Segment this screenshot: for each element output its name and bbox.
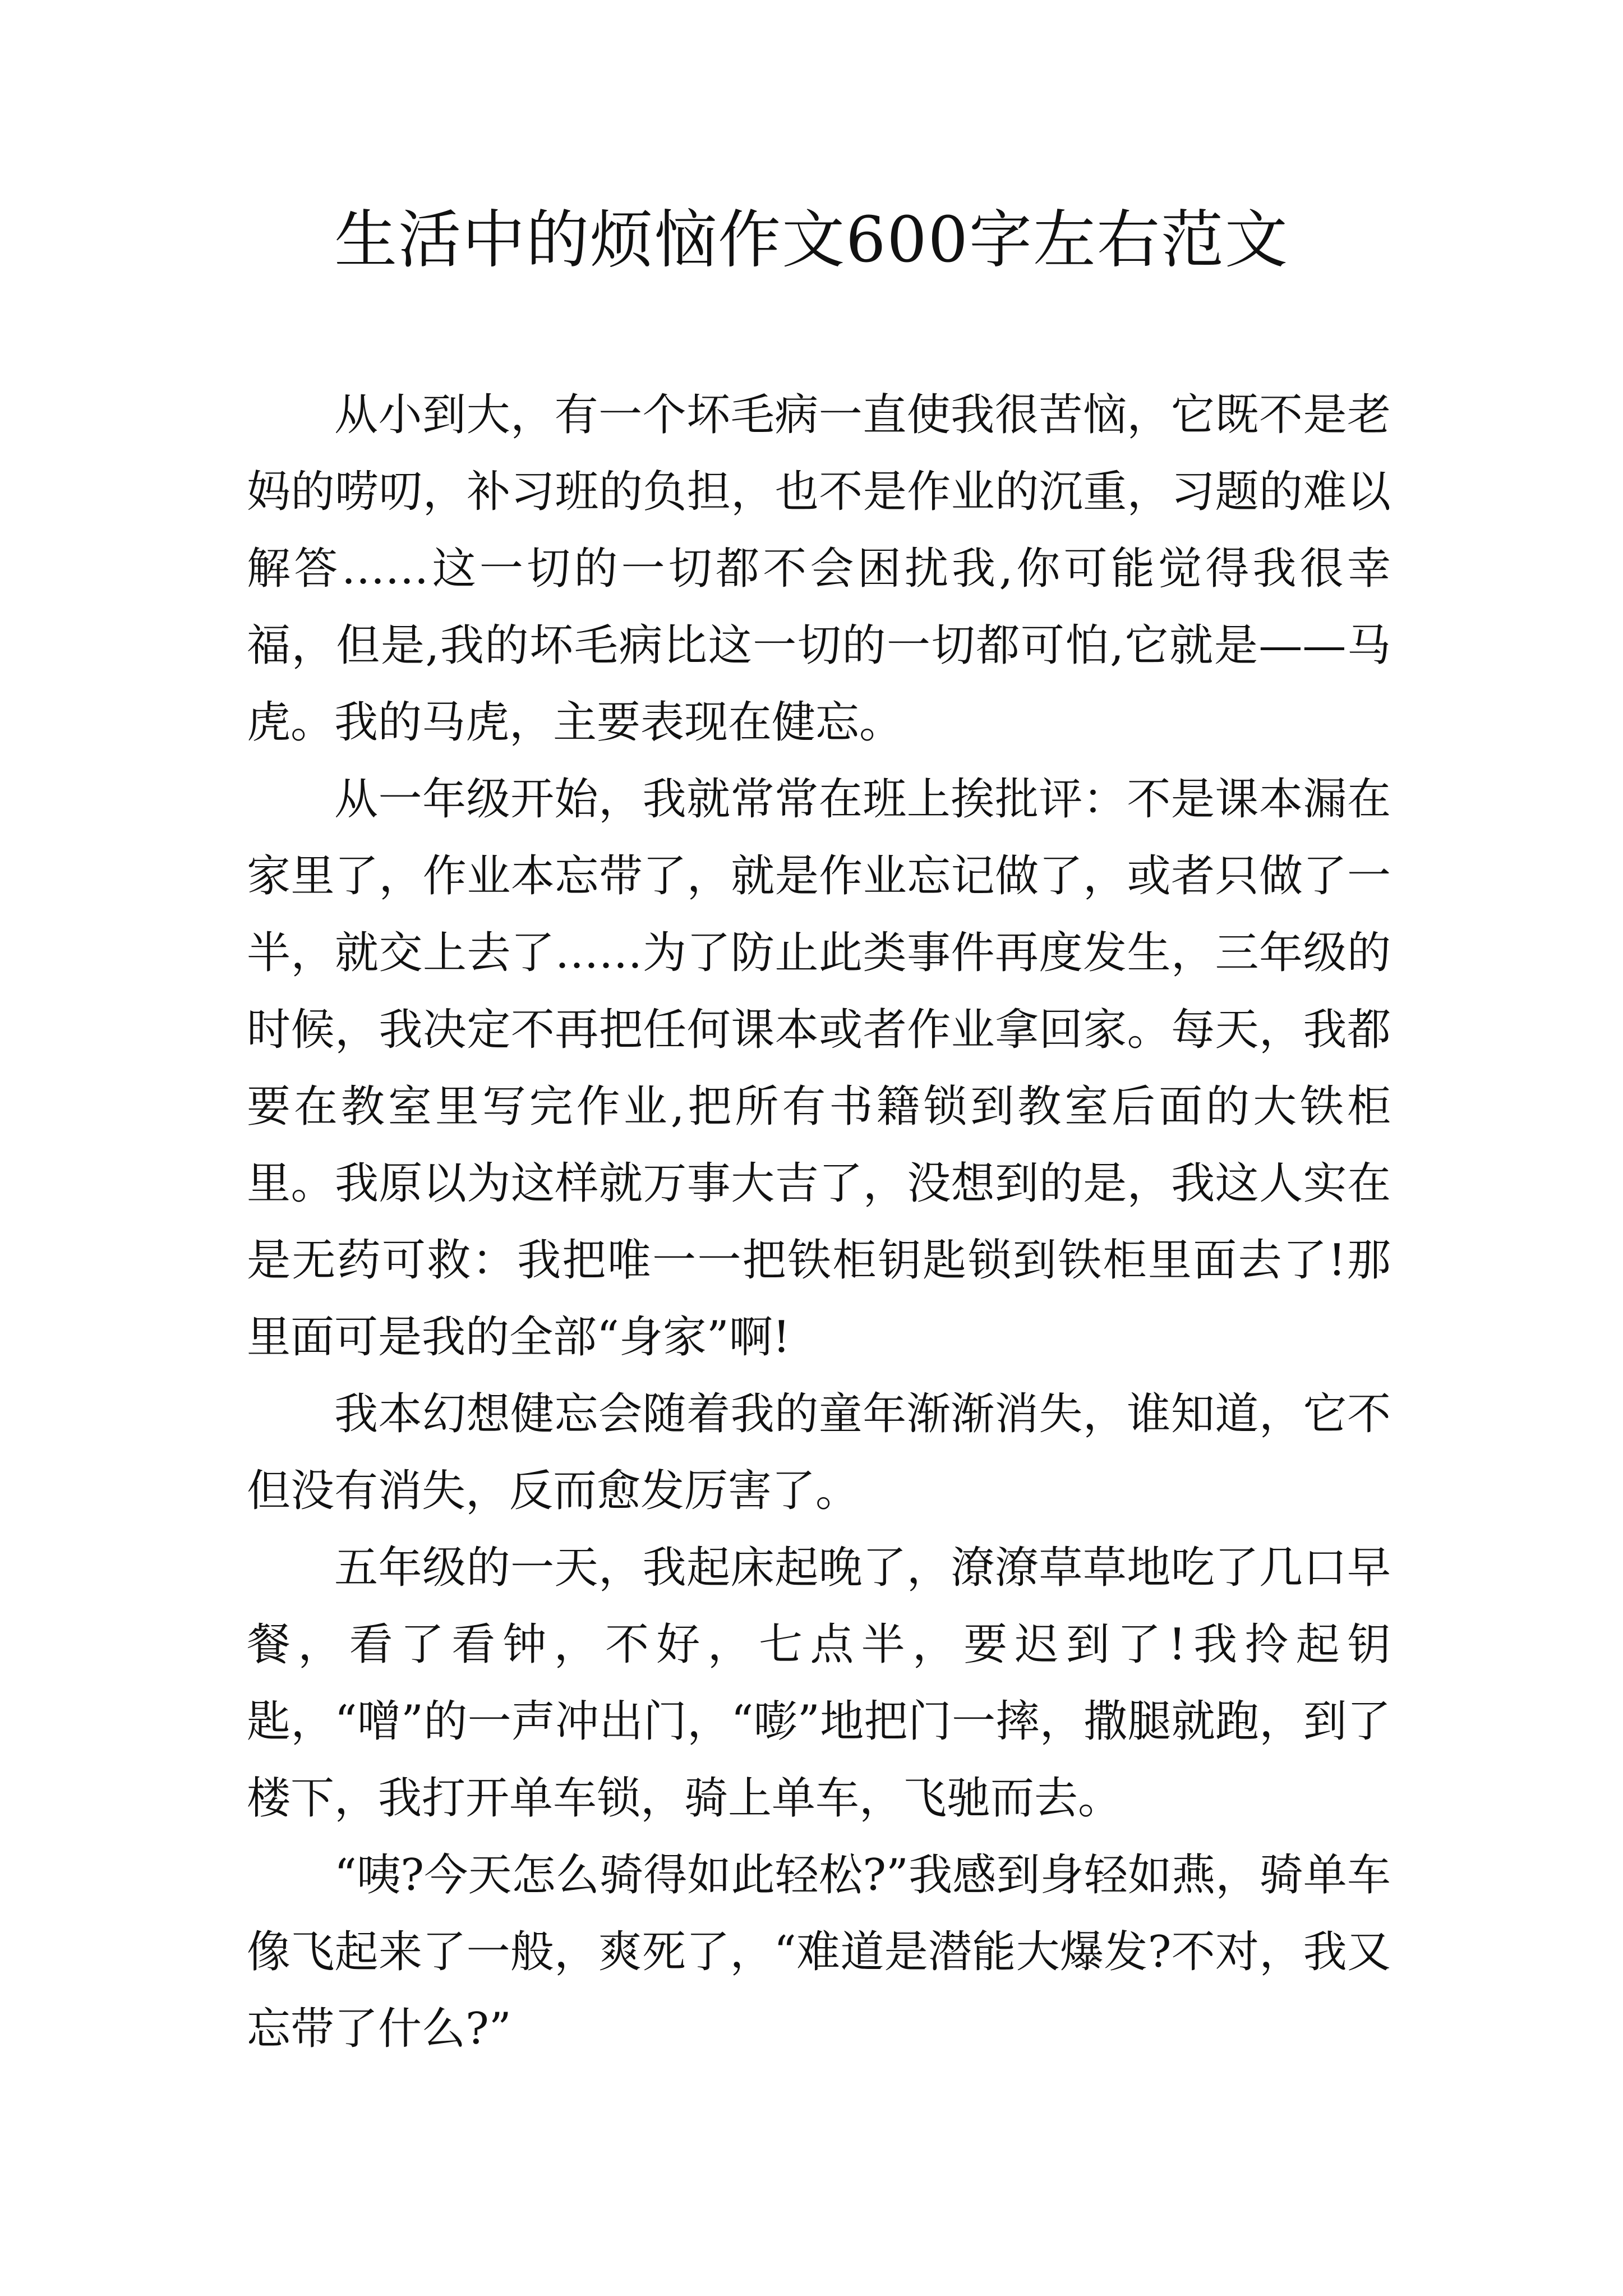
paragraph-3: 我本幻想健忘会随着我的童年渐渐消失，谁知道，它不但没有消失，反而愈发厉害了。 xyxy=(247,1389,1391,1516)
document-body xyxy=(247,377,1391,2068)
paragraph-1: 从小到大，有一个坏毛病一直使我很苦恼，它既不是老妈的唠叨，补习班的负担，也不是作业的沉重，习题的难以解答……这一切的一切都不会困扰我,你可能觉得我很幸福，但是,我的坏毛病比这一切的一切都可怕,它就是——马虎。我的马虎，主要表现在健忘。 xyxy=(247,390,1391,748)
paragraph-2: 从一年级开始，我就常常在班上挨批评：不是课本漏在家里了，作业本忘带了，就是作业忘记做了，或者只做了一半，就交上去了……为了防止此类事件再度发生，三年级的时候，我决定不再把任何课本或者作业拿回家。每天，我都要在教室里写完作业,把所有书籍锁到教室后面的大铁柜里。我原以为这样就万事大吉了，没想到的是，我这人实在是无药可救：我把唯一一把铁柜钥匙锁到铁柜里面去了!那里面可是我的全部“身家”啊! xyxy=(247,774,1391,1363)
paragraph-5: “咦?今天怎么骑得如此轻松?”我感到身轻如燕，骑单车像飞起来了一般，爽死了，“难道是潜能大爆发?不对，我又忘带了什么?” xyxy=(247,1850,1391,2054)
paragraph-4: 五年级的一天，我起床起晚了，潦潦草草地吃了几口早餐，看了看钟，不好，七点半，要迟到了!我拎起钥匙，“噌”的一声冲出门，“嘭”地把门一摔，撒腿就跑，到了楼下，我打开单车锁，骑上单车，飞驰而去。 xyxy=(247,1543,1391,1824)
document-title: 生活中的烦恼作文600字左右范文 xyxy=(334,204,1289,277)
